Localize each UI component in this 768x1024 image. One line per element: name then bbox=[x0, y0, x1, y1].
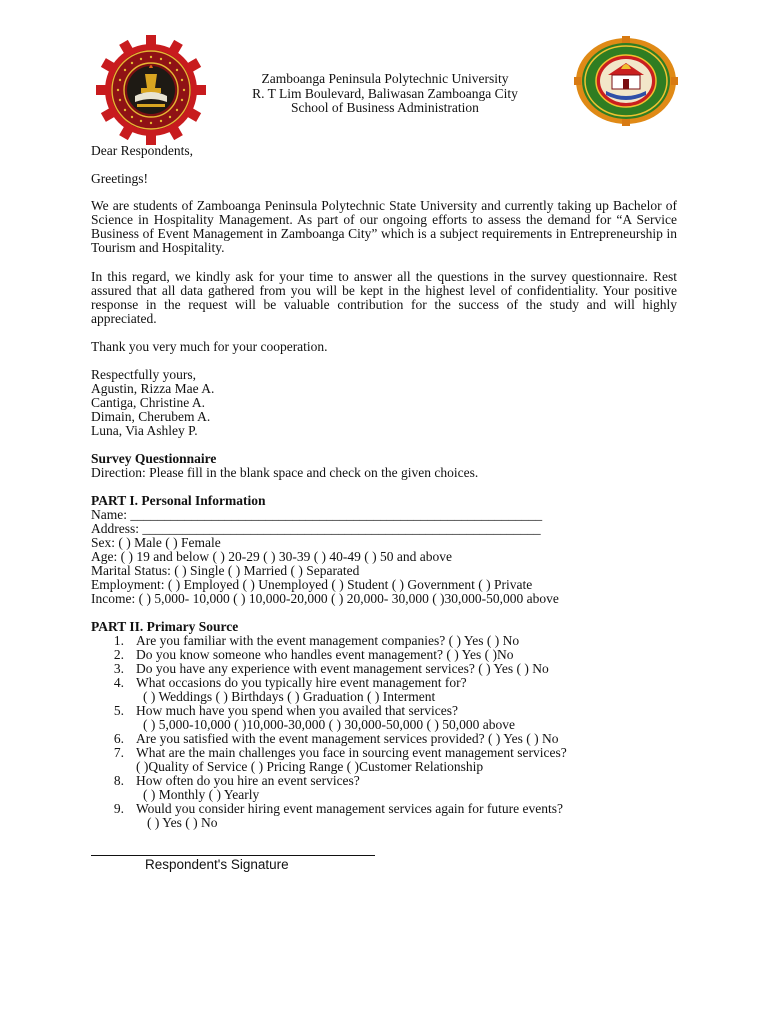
intro-paragraph: We are students of Zamboanga Peninsula Polytechnic State University and currently taking up Bachelor of Science in Hospitality Management. As part of our ongoing efforts to assess the demand for “A Service Business of Event Management in Zamboanga City” which is a subject requirements in Entrepreneurship in Tourism and Hospitality. bbox=[91, 198, 677, 255]
question-6[interactable]: Are you satisfied with the event management services provided? ( ) Yes ( ) No bbox=[136, 731, 559, 746]
question-3[interactable]: Do you have any experience with event management services? ( ) Yes ( ) No bbox=[136, 661, 549, 676]
salutation: Dear Respondents, bbox=[91, 143, 193, 158]
question-9-options[interactable]: ( ) Yes ( ) No bbox=[147, 815, 218, 830]
question-5-options[interactable]: ( ) 5,000-10,000 ( )10,000-30,000 ( ) 30,000-50,000 ( ) 50,000 above bbox=[143, 717, 515, 732]
part2-title: PART II. Primary Source bbox=[91, 619, 239, 634]
school-name: School of Business Administration bbox=[291, 100, 479, 115]
question-2[interactable]: Do you know someone who handles event management? ( ) Yes ( )No bbox=[136, 647, 514, 662]
part1-title: PART I. Personal Information bbox=[91, 493, 266, 508]
question-4-options[interactable]: ( ) Weddings ( ) Birthdays ( ) Graduation ( ) Interment bbox=[143, 689, 436, 704]
university-seal-logo bbox=[94, 34, 208, 146]
author-name: Agustin, Rizza Mae A. bbox=[91, 381, 215, 396]
survey-title: Survey Questionnaire bbox=[91, 451, 217, 466]
request-paragraph: In this regard, we kindly ask for your time to answer all the questions in the survey questionnaire. Rest assured that all data gathered from you will be kept in the highest level of confidentiality. Your positive response in the request will be valuable contribution for the success of the study and will highly appreciated. bbox=[91, 269, 677, 326]
employment-choices[interactable]: Employment: ( ) Employed ( ) Unemployed ( ) Student ( ) Government ( ) Private bbox=[91, 577, 533, 592]
author-name: Luna, Via Ashley P. bbox=[91, 423, 198, 438]
sex-choices[interactable]: Sex: ( ) Male ( ) Female bbox=[91, 535, 221, 550]
question-number: 4. bbox=[113, 675, 124, 690]
question-8-options[interactable]: ( ) Monthly ( ) Yearly bbox=[143, 787, 260, 802]
survey-direction: Direction: Please fill in the blank space and check on the given choices. bbox=[91, 465, 479, 480]
university-address: R. T Lim Boulevard, Baliwasan Zamboanga City bbox=[252, 85, 518, 101]
question-number: 6. bbox=[113, 731, 124, 746]
question-4: What occasions do you typically hire event management for? bbox=[136, 675, 467, 690]
address-field[interactable]: Address: ___________________________________________________________ bbox=[91, 521, 541, 536]
author-name: Cantiga, Christine A. bbox=[91, 395, 205, 410]
question-7-options[interactable]: ( )Quality of Service ( ) Pricing Range ( )Customer Relationship bbox=[136, 759, 484, 774]
question-7: What are the main challenges you face in sourcing event management services? bbox=[136, 745, 567, 760]
question-number: 7. bbox=[113, 745, 124, 760]
letterhead bbox=[210, 72, 560, 116]
author-name: Dimain, Cherubem A. bbox=[91, 409, 211, 424]
income-choices[interactable]: Income: ( ) 5,000- 10,000 ( ) 10,000-20,000 ( ) 20,000- 30,000 ( )30,000-50,000 above bbox=[91, 591, 559, 606]
marital-status-choices[interactable]: Marital Status: ( ) Single ( ) Married ( ) Separated bbox=[91, 563, 360, 578]
question-number: 2. bbox=[113, 647, 124, 662]
signature-label: Respondent's Signature bbox=[145, 857, 289, 872]
university-name: Zamboanga Peninsula Polytechnic University bbox=[261, 71, 509, 86]
question-1[interactable]: Are you familiar with the event management companies? ( ) Yes ( ) No bbox=[136, 633, 520, 648]
thanks-line: Thank you very much for your cooperation. bbox=[91, 339, 328, 354]
question-number: 3. bbox=[113, 661, 124, 676]
question-5: How much have you spend when you availed that services? bbox=[136, 703, 459, 718]
question-8: How often do you hire an event services? bbox=[136, 773, 360, 788]
name-field[interactable]: Name: _____________________________________________________________ bbox=[91, 507, 543, 522]
greeting: Greetings! bbox=[91, 171, 148, 186]
question-9: Would you consider hiring event management services again for future events? bbox=[136, 801, 564, 816]
signature-line[interactable] bbox=[91, 855, 375, 856]
question-number: 9. bbox=[113, 801, 124, 816]
closing-line: Respectfully yours, bbox=[91, 367, 196, 382]
question-number: 1. bbox=[113, 633, 124, 648]
age-choices[interactable]: Age: ( ) 19 and below ( ) 20-29 ( ) 30-39 ( ) 40-49 ( ) 50 and above bbox=[91, 549, 453, 564]
question-number: 5. bbox=[113, 703, 124, 718]
question-number: 8. bbox=[113, 773, 124, 788]
school-seal-logo bbox=[574, 36, 678, 126]
